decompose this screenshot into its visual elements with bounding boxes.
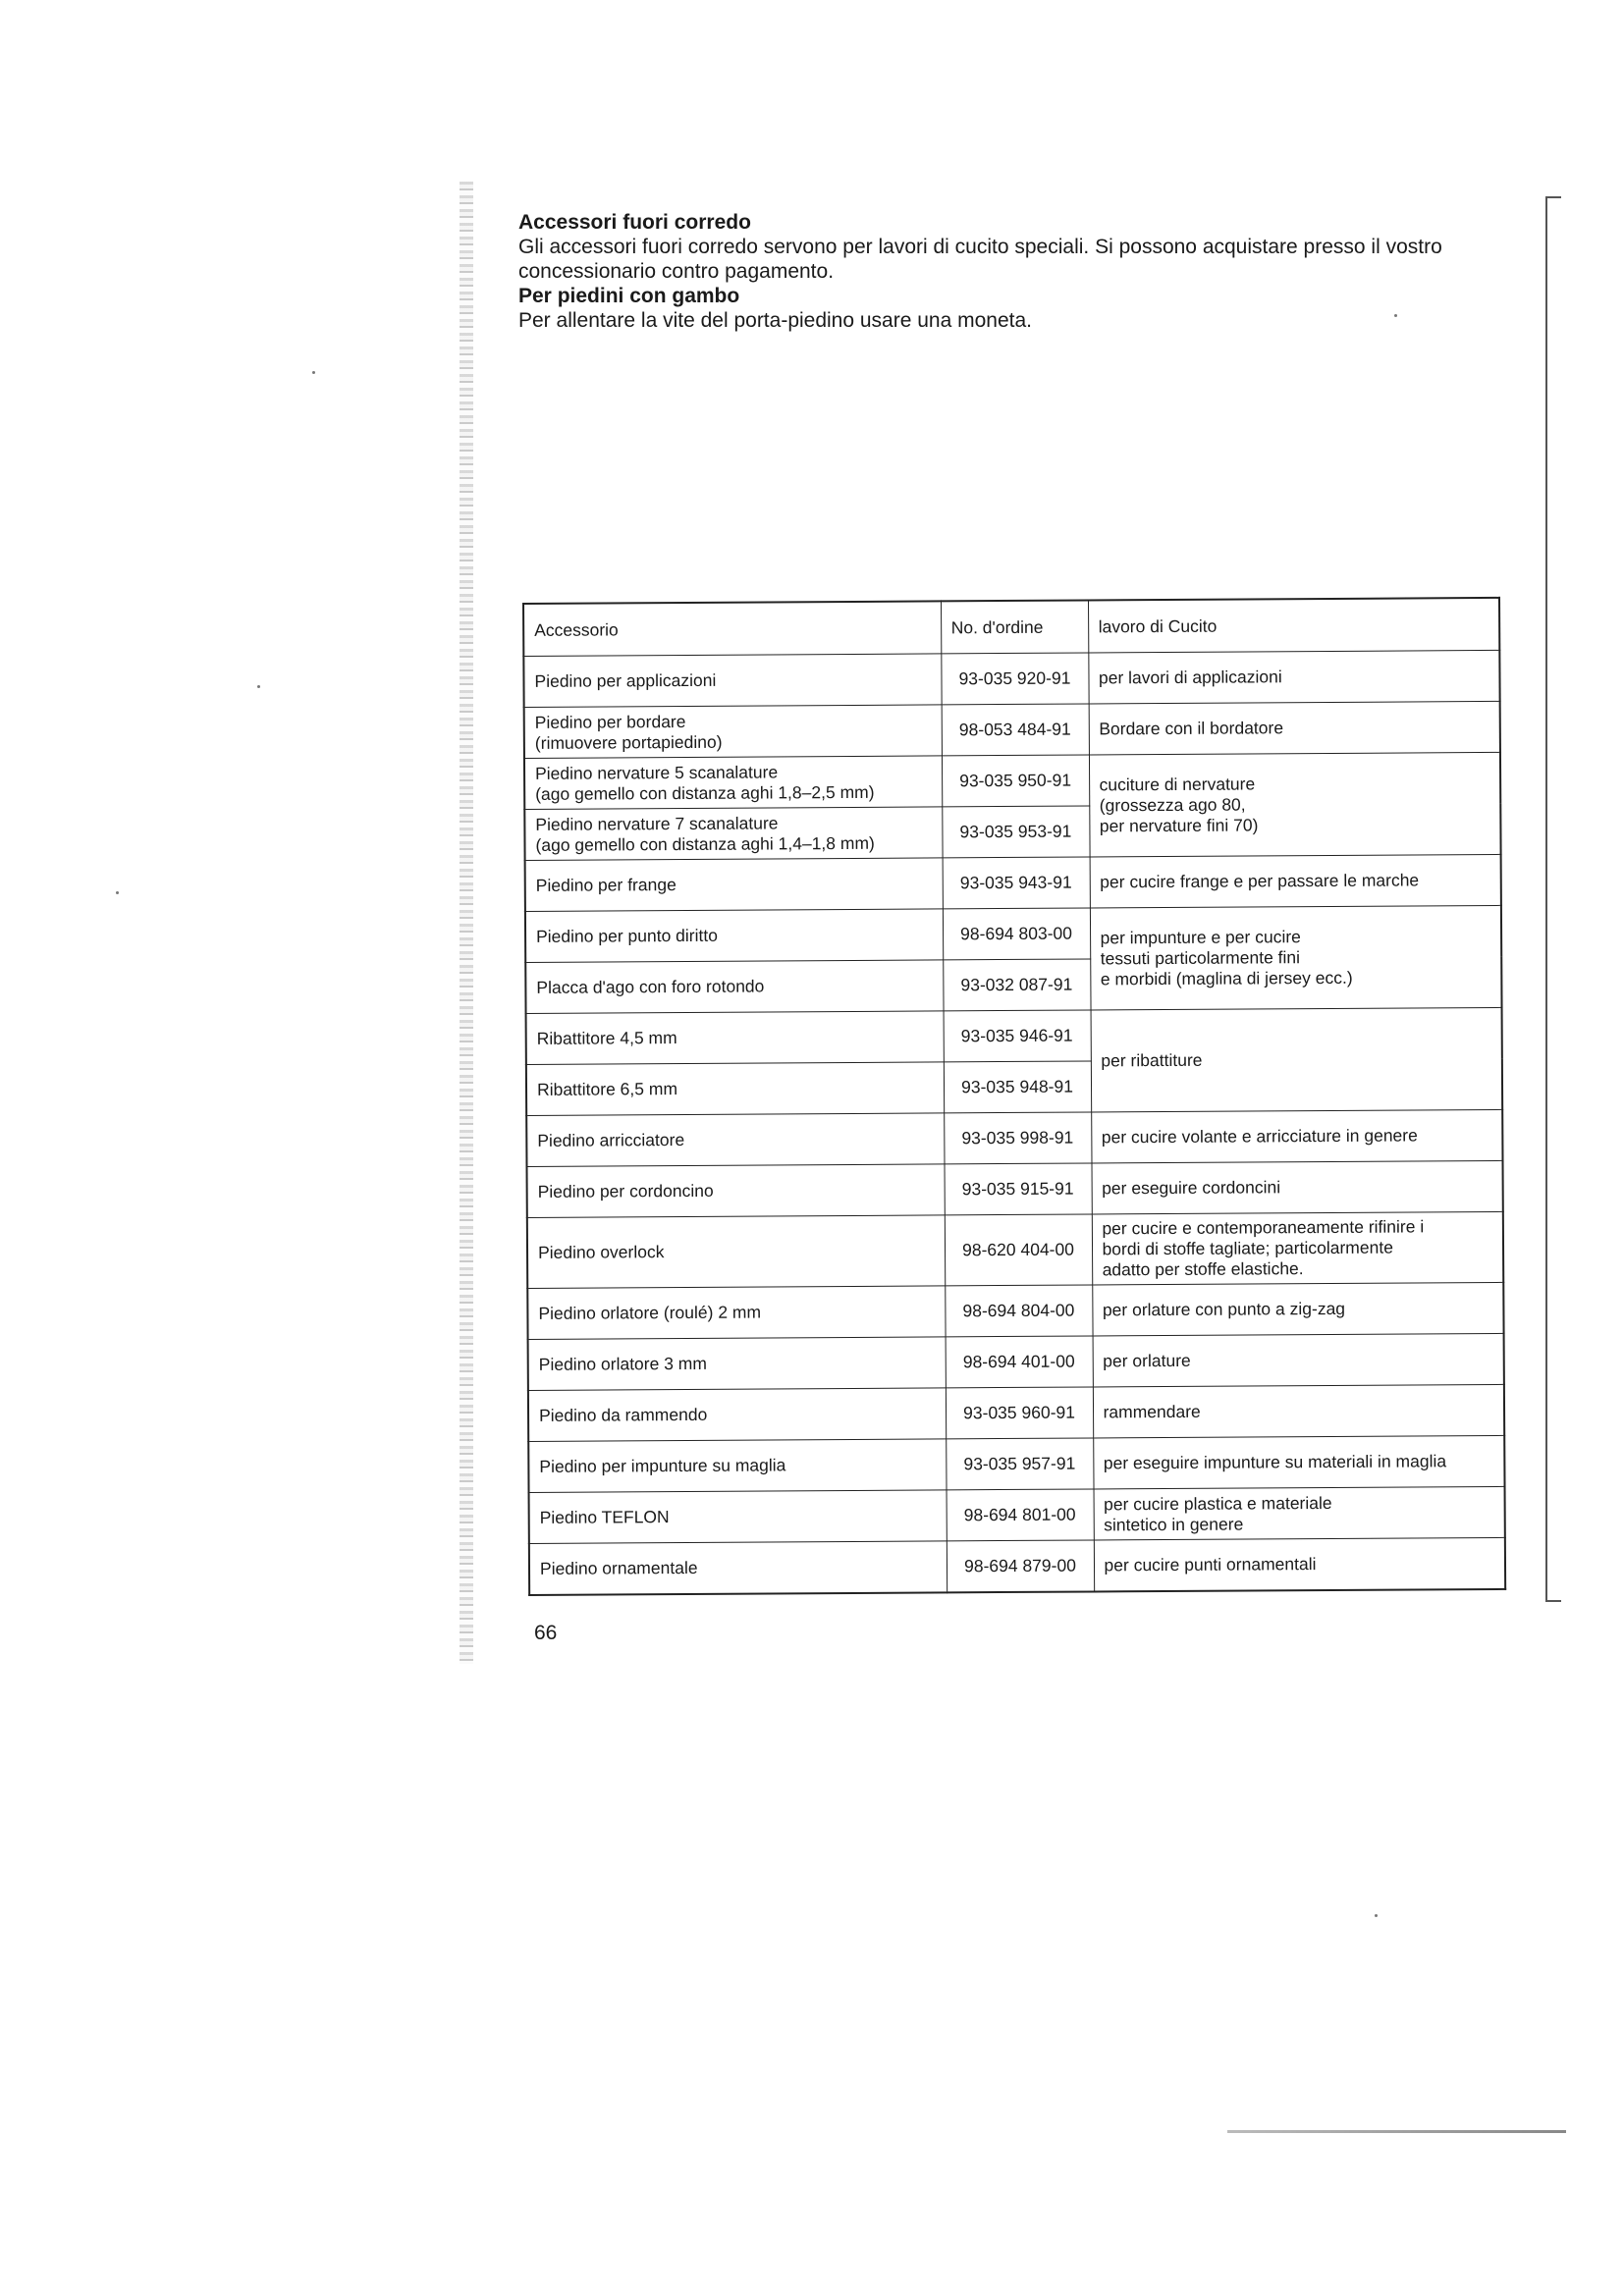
- cell-lavoro: per eseguire cordoncini: [1091, 1160, 1502, 1214]
- cell-line: adatto per stoffe elastiche.: [1102, 1258, 1304, 1280]
- page-number: 66: [534, 1622, 558, 1644]
- table-row: [528, 1384, 1504, 1441]
- page-frame-bracket: [1545, 196, 1561, 1602]
- table-row: [524, 752, 1500, 809]
- cell-lavoro: [1090, 905, 1502, 1010]
- cell-line: per impunture e per cucire: [1100, 927, 1301, 948]
- cell-lavoro: [1089, 752, 1501, 857]
- cell-lavoro: per ribattiture: [1091, 1007, 1503, 1112]
- cell-accessorio: Piedino overlock: [527, 1215, 945, 1289]
- section-text-line: Gli accessori fuori corredo servono per lavori di cucito speciali. Si possono acquistare presso il vostro: [518, 236, 1442, 258]
- cell-accessorio: Piedino per punto diritto: [525, 909, 943, 963]
- table-row: [526, 1109, 1502, 1166]
- table-row: [528, 1333, 1504, 1390]
- bottom-rule: [1227, 2130, 1566, 2133]
- cell-codice: 93-035 957-91: [946, 1438, 1093, 1490]
- cell-accessorio: [524, 756, 942, 810]
- scan-speck: [116, 891, 119, 894]
- cell-codice: 98-694 401-00: [946, 1336, 1093, 1388]
- cell-lavoro: Bordare con il bordatore: [1089, 701, 1500, 755]
- table-row: [524, 701, 1500, 758]
- table-row: [529, 1486, 1505, 1543]
- cell-line: (rimuovere portapiedino): [534, 731, 723, 753]
- cell-accessorio: Piedino orlatore 3 mm: [528, 1337, 946, 1391]
- cell-lavoro: rammendare: [1093, 1384, 1504, 1438]
- cell-lavoro: per orlature con punto a zig-zag: [1092, 1282, 1503, 1336]
- scan-speck: [312, 371, 315, 374]
- cell-lavoro: [1094, 1486, 1505, 1540]
- cell-line: e morbidi (maglina di jersey ecc.): [1100, 967, 1353, 989]
- cell-accessorio: Piedino ornamentale: [529, 1541, 947, 1595]
- table-row: [526, 1007, 1502, 1064]
- cell-codice: 93-032 087-91: [943, 959, 1090, 1011]
- cell-line: (ago gemello con distanza aghi 1,8–2,5 mm): [535, 781, 875, 804]
- scan-edge-artifact: [460, 182, 473, 1664]
- header-lavoro: lavoro di Cucito: [1088, 598, 1499, 653]
- intro-section: [518, 210, 1500, 333]
- section-text-line: concessionario contro pagamento.: [518, 260, 835, 283]
- section-heading: Accessori fuori corredo: [518, 211, 751, 234]
- cell-line: per cucire plastica e materiale: [1104, 1492, 1332, 1514]
- cell-accessorio: Piedino per applicazioni: [523, 654, 941, 708]
- scan-speck: [257, 685, 260, 688]
- header-accessorio: Accessorio: [523, 601, 941, 656]
- subsection-text: Per allentare la vite del porta-piedino usare una moneta.: [518, 309, 1032, 332]
- cell-codice: 98-694 803-00: [943, 908, 1090, 960]
- subsection-heading: Per piedini con gambo: [518, 285, 740, 307]
- table-row: [525, 854, 1501, 911]
- cell-line: (grossezza ago 80,: [1099, 794, 1246, 816]
- cell-accessorio: Piedino TEFLON: [529, 1490, 947, 1544]
- table-header-row: [523, 598, 1499, 657]
- cell-lavoro: [1092, 1211, 1503, 1285]
- header-codice: No. d'ordine: [941, 600, 1088, 653]
- cell-accessorio: Placca d'ago con foro rotondo: [525, 960, 943, 1014]
- cell-codice: 98-694 801-00: [947, 1489, 1094, 1541]
- table-row: [527, 1211, 1503, 1288]
- cell-line: Piedino nervature 7 scanalature: [535, 812, 779, 834]
- cell-accessorio: [524, 705, 942, 759]
- cell-codice: 93-035 950-91: [942, 755, 1089, 807]
- cell-line: tessuti particolarmente fini: [1100, 947, 1301, 969]
- cell-accessorio: [524, 807, 942, 861]
- cell-codice: 93-035 915-91: [945, 1163, 1092, 1215]
- scan-speck: [1375, 1914, 1378, 1917]
- cell-lavoro: per eseguire impunture su materiali in maglia: [1093, 1435, 1504, 1489]
- cell-accessorio: Piedino per frange: [525, 858, 943, 912]
- cell-accessorio: Piedino arricciatore: [526, 1113, 944, 1167]
- cell-accessorio: Ribattitore 4,5 mm: [526, 1011, 944, 1065]
- cell-accessorio: Piedino per impunture su maglia: [528, 1439, 946, 1493]
- cell-lavoro: per orlature: [1093, 1333, 1504, 1387]
- cell-line: Piedino per bordare: [534, 711, 686, 732]
- cell-line: Piedino nervature 5 scanalature: [534, 761, 779, 783]
- cell-line: bordi di stoffe tagliate; particolarmente: [1102, 1237, 1393, 1259]
- cell-codice: 93-035 946-91: [944, 1010, 1091, 1062]
- cell-codice: 98-694 879-00: [947, 1540, 1094, 1592]
- cell-lavoro: per lavori di applicazioni: [1088, 650, 1499, 704]
- cell-line: per cucire e contemporaneamente rifinire i: [1102, 1216, 1425, 1239]
- table-row: [527, 1160, 1503, 1217]
- cell-accessorio: Ribattitore 6,5 mm: [526, 1062, 944, 1116]
- cell-lavoro: per cucire punti ornamentali: [1094, 1537, 1505, 1591]
- cell-line: sintetico in genere: [1104, 1514, 1244, 1534]
- cell-codice: 93-035 960-91: [946, 1387, 1093, 1439]
- cell-codice: 98-053 484-91: [942, 704, 1089, 756]
- cell-codice: 98-620 404-00: [945, 1214, 1092, 1286]
- cell-codice: 93-035 953-91: [942, 806, 1089, 858]
- accessories-table: [522, 597, 1506, 1596]
- table-row: [525, 905, 1501, 962]
- cell-accessorio: Piedino orlatore (roulé) 2 mm: [527, 1286, 945, 1340]
- cell-codice: 93-035 998-91: [944, 1112, 1091, 1164]
- table-row: [529, 1537, 1505, 1595]
- table-row: [528, 1435, 1504, 1492]
- cell-codice: 93-035 920-91: [941, 653, 1088, 705]
- cell-line: per nervature fini 70): [1099, 815, 1259, 836]
- cell-codice: 98-694 804-00: [945, 1285, 1092, 1337]
- cell-lavoro: per cucire frange e per passare le marche: [1090, 854, 1501, 908]
- cell-line: cuciture di nervature: [1099, 774, 1256, 795]
- cell-accessorio: Piedino da rammendo: [528, 1388, 946, 1442]
- cell-lavoro: per cucire volante e arricciature in genere: [1091, 1109, 1502, 1163]
- table-row: [523, 650, 1499, 707]
- table-row: [527, 1282, 1503, 1339]
- cell-codice: 93-035 943-91: [943, 857, 1090, 909]
- cell-codice: 93-035 948-91: [944, 1061, 1091, 1113]
- cell-line: (ago gemello con distanza aghi 1,4–1,8 mm): [535, 832, 875, 855]
- cell-accessorio: Piedino per cordoncino: [527, 1164, 945, 1218]
- scan-speck: [1394, 314, 1397, 317]
